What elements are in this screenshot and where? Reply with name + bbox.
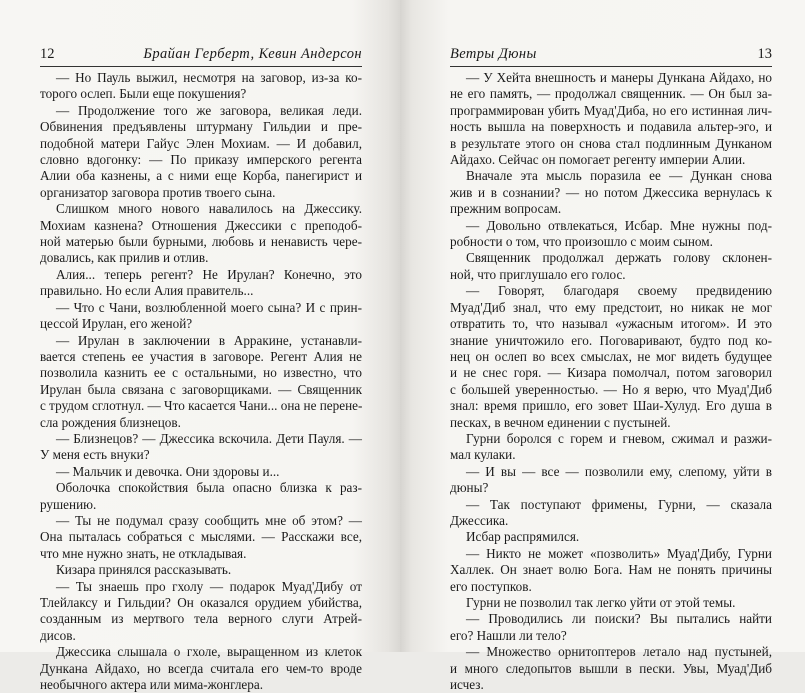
- text-line: Джессика.: [450, 512, 509, 528]
- text-line: рушению.: [40, 496, 97, 512]
- text-line: Алия... теперь регент? Не Ирулан? Конечно, это: [56, 266, 362, 282]
- text-line: его поступков.: [450, 578, 532, 594]
- text-line: — Продолжение того же заговора, великая леди.: [56, 102, 362, 118]
- text-line: — Так поступают фримены, Гурни, — сказала: [466, 496, 772, 512]
- text-line: дисов.: [40, 627, 76, 643]
- text-line: — Довольно отвлекаться, Исбар. Мне нужны под-: [466, 217, 772, 233]
- text-line: — Ты знаешь про гхолу — подарок Муад'Дибу от: [56, 578, 362, 594]
- text-line: Гурни не позволил так легко уйти от этой темы.: [466, 595, 736, 610]
- text-line: вается степень ее участия в заговоре. Регент Алия не: [40, 348, 362, 364]
- text-line: Тлейлаксу и Гильдии? Он оказался орудием убийства,: [40, 595, 362, 610]
- text-line: Священник продолжал держать голову склонен-: [466, 250, 772, 266]
- text-line: жив и в сознании? — но потом Джессика вернулась к: [450, 184, 772, 200]
- text-line: — Множество орнитоптеров летало над пустыней,: [466, 644, 772, 660]
- page-number: 13: [757, 46, 772, 62]
- page-body: [40, 70, 362, 693]
- text-line: — Мальчик и девочка. Они здоровы и...: [56, 463, 280, 479]
- text-line: торого ослеп. Были еще покушения?: [40, 86, 247, 102]
- text-line: — Говорят, благодаря своему предвидению: [466, 283, 772, 299]
- text-line: довались, как прилив и отлив.: [40, 250, 209, 266]
- text-line: с трудом сглотнул. — Что касается Чани... она не перене-: [40, 398, 363, 414]
- text-line: необычного актера или мима-жонглера.: [40, 677, 264, 693]
- text-line: Дункана Айдахо, но всегда считала его чем-то вроде: [40, 660, 362, 676]
- text-line: и много следопытов вышли в пески. Увы, Муад'Диб: [450, 660, 772, 676]
- running-head: Брайан Герберт, Кевин Андерсон: [143, 46, 362, 62]
- text-line: дюны?: [450, 480, 489, 496]
- page-body: [450, 70, 772, 693]
- text-line: ной матерью были бурными, любовь и ненависть чере-: [40, 234, 362, 250]
- text-line: — Близнецов? — Джессика вскочила. Дети Пауля. —: [56, 430, 362, 446]
- text-line: прежним вопросам.: [450, 201, 562, 217]
- text-line: в результате этого он снова стал подлинным Дунканом: [450, 135, 772, 151]
- left-page: [0, 0, 400, 693]
- text-line: программирован убить Муад'Диба, но его истинная лич-: [450, 102, 772, 118]
- text-line: Айдахо. Сейчас он помогает регенту империи Алии.: [450, 152, 746, 168]
- text-line: Обвинения предъявлены штурману Гильдии и пре-: [40, 119, 362, 135]
- text-line: что мне нужно знать, не откладывая.: [40, 545, 247, 561]
- text-line: ной, что приглушало его голос.: [450, 266, 626, 282]
- text-line: — Никто не может «позволить» Муад'Дибу, Гурни: [466, 545, 772, 561]
- text-line: цессой Ирулан, его женой?: [40, 316, 193, 332]
- text-line: — Ирулан в заключении в Арракине, устанавли-: [56, 332, 362, 348]
- text-line: словно вдогонку: — По приказу имперского регента: [40, 152, 362, 168]
- text-line: Мохиам казнена? Отношения Джессики с преподоб-: [40, 217, 362, 233]
- text-line: его? Нашли ли тело?: [450, 627, 567, 643]
- text-line: Гурни боролся с горем и гневом, сжимал и разжи-: [466, 430, 772, 446]
- text-line: подобной матери Гайус Элен Мохиам. — И добавил,: [40, 135, 362, 151]
- text-line: знал: время пришло, его зовет Шаи-Хулуд. Его душа в: [450, 398, 772, 414]
- text-line: — У Хейта внешность и манеры Дункана Айдахо, но: [466, 70, 772, 85]
- text-line: с большей уверенностью. — Но я верю, что Муад'Диб: [450, 381, 772, 397]
- page-number: 12: [40, 46, 55, 62]
- text-line: позволила казнить ее с остальными, но известно, что: [40, 365, 362, 381]
- text-line: — Проводились ли поиски? Вы пытались найти: [466, 611, 772, 627]
- text-line: — Но Пауль выжил, несмотря на заговор, из-за ко-: [56, 70, 362, 85]
- text-line: Оболочка спокойствия была опасно близка к раз-: [56, 480, 362, 496]
- text-line: — И вы — все — позволили ему, слепому, уйти в: [466, 463, 772, 479]
- text-line: песках, в вечном единении с пустыней.: [450, 414, 671, 430]
- text-line: отвратить то, что называл «ужасным итогом». И это: [450, 316, 772, 332]
- running-head: Ветры Дюны: [450, 46, 537, 62]
- text-line: — Что с Чани, возлюбленной моего сына? И с прин-: [56, 299, 362, 315]
- header-rule: [40, 66, 362, 67]
- right-page: [400, 0, 805, 693]
- text-line: У меня есть внуки?: [40, 447, 150, 463]
- text-line: Халлек. Он знает волю Бога. Нам не понять причины: [450, 562, 772, 578]
- text-line: нец он ослеп во всех смыслах, не мог видеть будущее: [450, 348, 772, 364]
- text-line: сла рождения близнецов.: [40, 414, 181, 430]
- text-line: робности о том, что произошло с моим сыном.: [450, 234, 713, 250]
- text-line: — Ты не подумал сразу сообщить мне об этом? —: [56, 512, 362, 528]
- text-line: не его память, — продолжал священник. — Он был за-: [450, 86, 772, 102]
- text-line: Ирулан была связана с заговорщиками. — Священник: [40, 381, 362, 397]
- text-line: Вначале эта мысль поразила ее — Дункан снова: [466, 168, 772, 184]
- text-line: Муад'Диб знал, что ему предстоит, но никак не мог: [450, 299, 772, 315]
- text-line: знание уничтожило его. Поговаривают, будто под ко-: [450, 332, 772, 348]
- text-line: ность вышла на поверхность и подавила альтер-эго, и: [450, 119, 772, 135]
- text-line: Исбар распрямился.: [466, 529, 580, 545]
- text-line: организатор заговора против твоего сына.: [40, 184, 276, 200]
- text-line: Алии оба казнены, а с ними еще Корба, панегирист и: [40, 168, 362, 184]
- text-line: мал кулаки.: [450, 447, 516, 463]
- header-rule: [450, 66, 772, 67]
- text-line: правильно. Но если Алия правитель...: [40, 283, 254, 299]
- text-line: Она пыталась собраться с мыслями. — Расскажи все,: [40, 529, 362, 545]
- text-line: исчез.: [450, 677, 484, 693]
- text-line: и не снес горя. — Кизара помолчал, потом заговорил: [450, 365, 772, 381]
- text-line: созданным из мертвого тела верного слуги Атрей-: [40, 611, 362, 627]
- text-line: Кизара принялся рассказывать.: [56, 562, 232, 578]
- text-line: Слишком много нового навалилось на Джессику.: [56, 201, 362, 217]
- text-line: Джессика слышала о гхоле, выращенном из клеток: [56, 644, 362, 660]
